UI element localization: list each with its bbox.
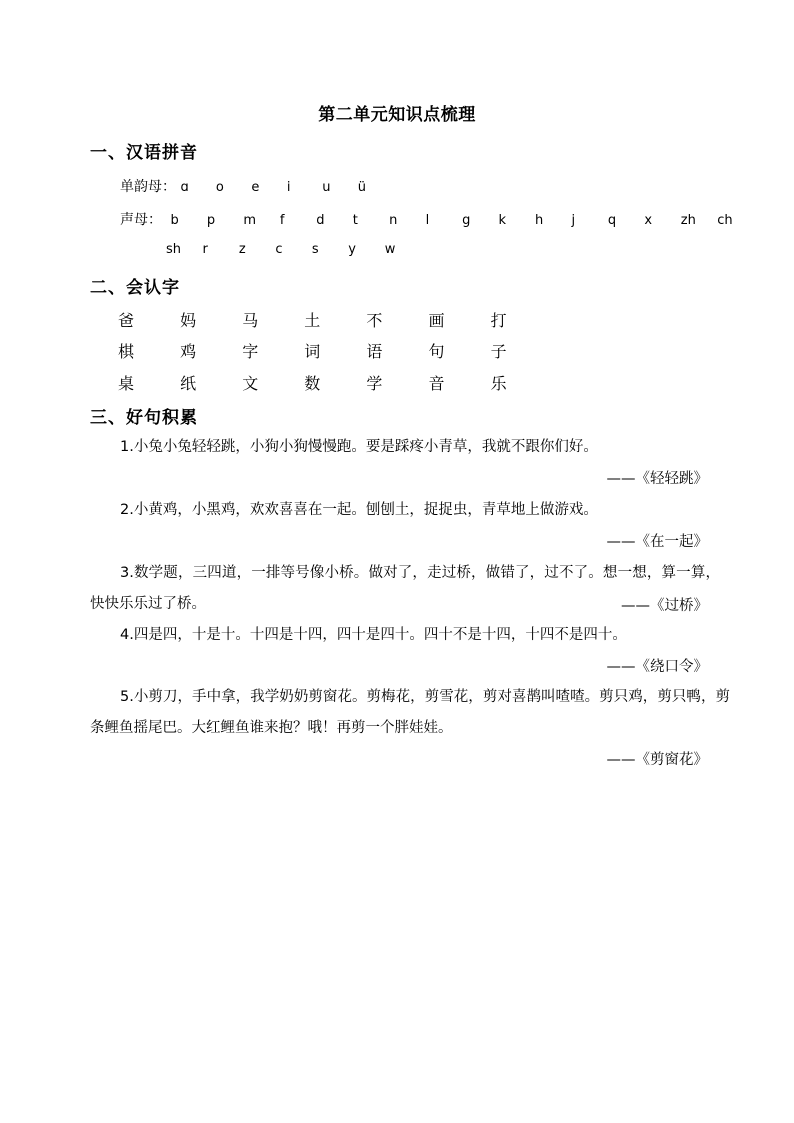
- character: 子: [490, 342, 507, 361]
- initial: s: [311, 242, 319, 257]
- initial: r: [202, 242, 208, 257]
- vowel: i: [286, 180, 291, 195]
- character: 爸: [118, 311, 135, 330]
- character: 乐: [490, 374, 507, 393]
- vowels-label: 单韵母：: [120, 179, 176, 195]
- character: 字: [242, 342, 259, 361]
- initial: y: [348, 242, 356, 257]
- character: 句: [428, 342, 445, 361]
- sentence-item-2: 2.小黄鸡，小黑鸡，欢欢喜喜在一起。刨刨土，捉捉虫，青草地上做游戏。: [120, 502, 598, 518]
- initial: t: [352, 213, 358, 228]
- character: 音: [428, 374, 445, 393]
- character-row: [118, 371, 548, 394]
- character: 词: [304, 342, 321, 361]
- character: 画: [428, 311, 445, 330]
- character: 棋: [118, 342, 135, 361]
- initial: c: [275, 242, 283, 257]
- initials-row-1: [120, 209, 749, 229]
- sentence-item-1: 1.小兔小兔轻轻跳，小狗小狗慢慢跑。要是踩疼小青草，我就不跟你们好。: [120, 439, 598, 455]
- initial: z: [238, 242, 246, 257]
- character-row: [118, 339, 548, 362]
- initials-row-2: [166, 241, 417, 257]
- initial: sh: [166, 242, 182, 257]
- initials-label: 声母：: [120, 212, 162, 228]
- initial: h: [534, 213, 544, 228]
- character: 打: [490, 311, 507, 330]
- vowel: u: [322, 180, 331, 195]
- initial: k: [498, 213, 507, 228]
- section-heading-characters: 二、会认字: [90, 278, 180, 298]
- sentence-item-5: 5.小剪刀，手中拿，我学奶奶剪窗花。剪梅花，剪雪花，剪对喜鹊叫喳喳。剪只鸡，剪只鸭，剪条鲤鱼摇尾巴。大红鲤鱼谁来抱？哦！再剪一个胖娃娃。: [90, 689, 730, 736]
- character: 语: [366, 342, 383, 361]
- sentence-source-4: ——《绕口令》: [606, 659, 708, 675]
- character: 马: [242, 311, 259, 330]
- initial: j: [571, 213, 576, 228]
- initial: l: [425, 213, 430, 228]
- vowel: ɑ: [180, 180, 189, 195]
- initial: q: [607, 213, 617, 228]
- character: 学: [366, 374, 383, 393]
- initial: n: [389, 213, 398, 228]
- vowel: o: [215, 180, 224, 195]
- sentence-item-3: 3.数学题，三四道，一排等号像小桥。做对了，走过桥，做错了，过不了。想一想，算一算，快快乐乐过了桥。: [90, 565, 720, 612]
- page-title: 第二单元知识点梳理: [318, 105, 476, 125]
- initial: w: [384, 242, 396, 257]
- initial: d: [316, 213, 325, 228]
- section-heading-pinyin: 一、汉语拼音: [90, 143, 198, 163]
- vowel: e: [251, 180, 260, 195]
- initial: m: [243, 213, 257, 228]
- character: 纸: [180, 374, 197, 393]
- initial: f: [279, 213, 285, 228]
- character: 桌: [118, 374, 135, 393]
- character: 妈: [180, 311, 197, 330]
- character: 不: [366, 311, 383, 330]
- sentence-source-2: ——《在一起》: [606, 534, 708, 550]
- vowel: ü: [357, 180, 366, 195]
- initial: b: [170, 213, 179, 228]
- character: 土: [304, 311, 321, 330]
- sentence-source-3: ——《过桥》: [621, 598, 708, 614]
- vowels-row: [120, 176, 389, 196]
- sentence-source-5: ——《剪窗花》: [606, 752, 708, 768]
- initial: x: [644, 213, 653, 228]
- initial: p: [206, 213, 216, 228]
- sentence-item-4: 4.四是四，十是十。十四是十四，四十是四十。四十不是十四，十四不是四十。: [120, 627, 627, 643]
- initial: zh: [680, 213, 696, 228]
- character: 数: [304, 374, 321, 393]
- initial: ch: [717, 213, 733, 228]
- character: 文: [242, 374, 259, 393]
- character: 鸡: [180, 342, 197, 361]
- sentence-source-1: ——《轻轻跳》: [606, 471, 708, 487]
- initial: g: [462, 213, 471, 228]
- section-heading-sentences: 三、好句积累: [90, 408, 198, 428]
- character-row: [118, 308, 548, 331]
